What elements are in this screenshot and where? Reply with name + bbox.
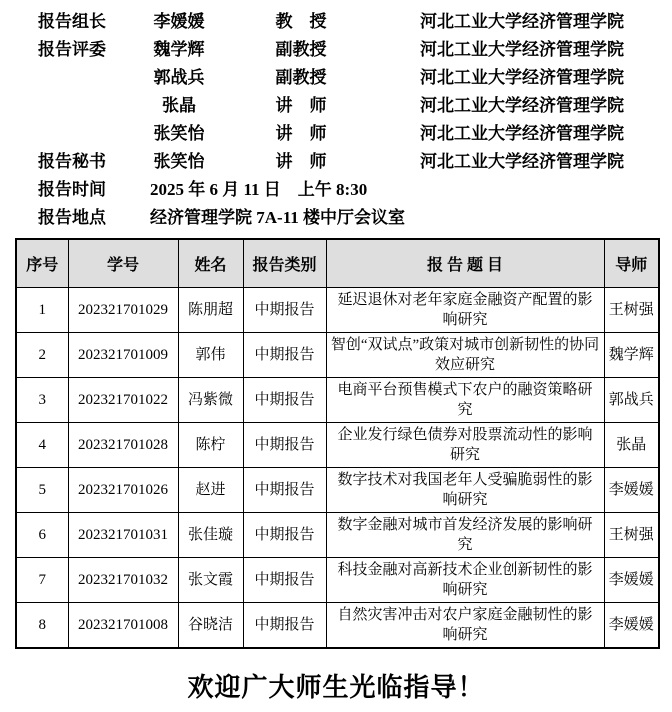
cell-student-id: 202321701032 bbox=[68, 557, 178, 602]
person-name: 张晶 bbox=[162, 96, 196, 115]
cell-report-type: 中期报告 bbox=[243, 467, 326, 512]
person-name-cell bbox=[150, 92, 272, 120]
cell-advisor: 王树强 bbox=[604, 287, 659, 332]
table-row bbox=[16, 512, 659, 557]
cell-title: 科技金融对高新技术企业创新韧性的影响研究 bbox=[326, 557, 604, 602]
info-label: 报告秘书 bbox=[38, 152, 106, 171]
cell-title: 数字技术对我国老年人受骗脆弱性的影响研究 bbox=[326, 467, 604, 512]
cell-report-type: 中期报告 bbox=[243, 377, 326, 422]
col-header-name: 姓名 bbox=[178, 239, 243, 287]
cell-name: 张文霞 bbox=[178, 557, 243, 602]
person-name-cell bbox=[150, 64, 272, 92]
cell-student-id: 202321701009 bbox=[68, 332, 178, 377]
table-header-row bbox=[16, 239, 659, 287]
person-title-cell bbox=[272, 8, 420, 36]
info-label bbox=[38, 92, 150, 120]
person-org: 河北工业大学经济管理学院 bbox=[420, 152, 624, 171]
info-row bbox=[38, 148, 672, 176]
col-header-title: 报 告 题 目 bbox=[326, 239, 604, 287]
person-title: 讲 师 bbox=[275, 96, 327, 115]
cell-advisor: 李媛媛 bbox=[604, 557, 659, 602]
person-title-cell bbox=[272, 120, 420, 148]
cell-title: 智创“双试点”政策对城市创新韧性的协同效应研究 bbox=[326, 332, 604, 377]
info-row bbox=[38, 36, 672, 64]
col-header-advisor: 导师 bbox=[604, 239, 659, 287]
cell-student-id: 202321701008 bbox=[68, 602, 178, 648]
person-org: 河北工业大学经济管理学院 bbox=[420, 124, 624, 143]
person-name: 张笑怡 bbox=[153, 152, 205, 171]
cell-report-type: 中期报告 bbox=[243, 557, 326, 602]
schedule-table bbox=[15, 238, 660, 649]
info-label: 报告时间 bbox=[38, 180, 106, 199]
cell-advisor: 李媛媛 bbox=[604, 467, 659, 512]
info-label bbox=[38, 64, 150, 92]
cell-title: 企业发行绿色债券对股票流动性的影响研究 bbox=[326, 422, 604, 467]
info-label: 报告评委 bbox=[38, 40, 106, 59]
info-row-time bbox=[38, 176, 672, 204]
table-row bbox=[16, 467, 659, 512]
cell-title: 自然灾害冲击对农户家庭金融韧性的影响研究 bbox=[326, 602, 604, 648]
person-name-cell bbox=[150, 36, 272, 64]
person-name: 李媛媛 bbox=[153, 12, 205, 31]
cell-student-id: 202321701029 bbox=[68, 287, 178, 332]
cell-report-type: 中期报告 bbox=[243, 512, 326, 557]
cell-student-id: 202321701022 bbox=[68, 377, 178, 422]
person-title: 副教授 bbox=[275, 40, 327, 59]
info-label: 报告地点 bbox=[38, 208, 106, 227]
cell-seq: 1 bbox=[16, 287, 68, 332]
table-row bbox=[16, 602, 659, 648]
table-row bbox=[16, 287, 659, 332]
cell-advisor: 张晶 bbox=[604, 422, 659, 467]
cell-name: 张佳璇 bbox=[178, 512, 243, 557]
person-title: 教 授 bbox=[275, 12, 327, 31]
person-title-cell bbox=[272, 92, 420, 120]
person-name: 张笑怡 bbox=[153, 124, 205, 143]
cell-title: 延迟退休对老年家庭金融资产配置的影响研究 bbox=[326, 287, 604, 332]
person-title: 讲 师 bbox=[275, 152, 327, 171]
person-title-cell bbox=[272, 64, 420, 92]
cell-seq: 4 bbox=[16, 422, 68, 467]
cell-report-type: 中期报告 bbox=[243, 422, 326, 467]
cell-name: 陈朋超 bbox=[178, 287, 243, 332]
table-row bbox=[16, 557, 659, 602]
person-org: 河北工业大学经济管理学院 bbox=[420, 68, 624, 87]
report-time: 2025 年 6 月 11 日 上午 8:30 bbox=[150, 180, 368, 199]
info-row bbox=[38, 8, 672, 36]
cell-report-type: 中期报告 bbox=[243, 287, 326, 332]
footer-welcome-text: 欢迎广大师生光临指导！ bbox=[187, 672, 485, 702]
cell-name: 陈柠 bbox=[178, 422, 243, 467]
person-title-cell bbox=[272, 148, 420, 176]
cell-seq: 6 bbox=[16, 512, 68, 557]
cell-report-type: 中期报告 bbox=[243, 332, 326, 377]
info-row bbox=[38, 120, 672, 148]
cell-seq: 3 bbox=[16, 377, 68, 422]
cell-title: 电商平台预售模式下农户的融资策略研究 bbox=[326, 377, 604, 422]
person-name-cell bbox=[150, 8, 272, 36]
info-row bbox=[38, 64, 672, 92]
cell-student-id: 202321701026 bbox=[68, 467, 178, 512]
cell-seq: 5 bbox=[16, 467, 68, 512]
cell-seq: 7 bbox=[16, 557, 68, 602]
cell-student-id: 202321701031 bbox=[68, 512, 178, 557]
person-name: 郭战兵 bbox=[153, 68, 205, 87]
col-header-report-type: 报告类别 bbox=[243, 239, 326, 287]
person-org: 河北工业大学经济管理学院 bbox=[420, 12, 624, 31]
cell-name: 郭伟 bbox=[178, 332, 243, 377]
col-header-seq: 序号 bbox=[16, 239, 68, 287]
table-row bbox=[16, 332, 659, 377]
info-section bbox=[0, 0, 672, 232]
cell-name: 冯紫微 bbox=[178, 377, 243, 422]
cell-name: 赵进 bbox=[178, 467, 243, 512]
cell-advisor: 王树强 bbox=[604, 512, 659, 557]
report-place: 经济管理学院 7A-11 楼中厅会议室 bbox=[150, 208, 405, 227]
person-title-cell bbox=[272, 36, 420, 64]
info-label: 报告组长 bbox=[38, 12, 106, 31]
info-label bbox=[38, 120, 150, 148]
info-row-place bbox=[38, 204, 672, 232]
cell-seq: 2 bbox=[16, 332, 68, 377]
cell-advisor: 郭战兵 bbox=[604, 377, 659, 422]
cell-advisor: 魏学辉 bbox=[604, 332, 659, 377]
col-header-student-id: 学号 bbox=[68, 239, 178, 287]
table-row bbox=[16, 377, 659, 422]
cell-name: 谷晓洁 bbox=[178, 602, 243, 648]
person-title: 副教授 bbox=[275, 68, 327, 87]
person-name: 魏学辉 bbox=[153, 40, 205, 59]
cell-seq: 8 bbox=[16, 602, 68, 648]
person-name-cell bbox=[150, 148, 272, 176]
person-org: 河北工业大学经济管理学院 bbox=[420, 40, 624, 59]
cell-student-id: 202321701028 bbox=[68, 422, 178, 467]
cell-title: 数字金融对城市首发经济发展的影响研究 bbox=[326, 512, 604, 557]
person-name-cell bbox=[150, 120, 272, 148]
cell-report-type: 中期报告 bbox=[243, 602, 326, 648]
info-row bbox=[38, 92, 672, 120]
person-org: 河北工业大学经济管理学院 bbox=[420, 96, 624, 115]
cell-advisor: 李媛媛 bbox=[604, 602, 659, 648]
table-row bbox=[16, 422, 659, 467]
person-title: 讲 师 bbox=[275, 124, 327, 143]
